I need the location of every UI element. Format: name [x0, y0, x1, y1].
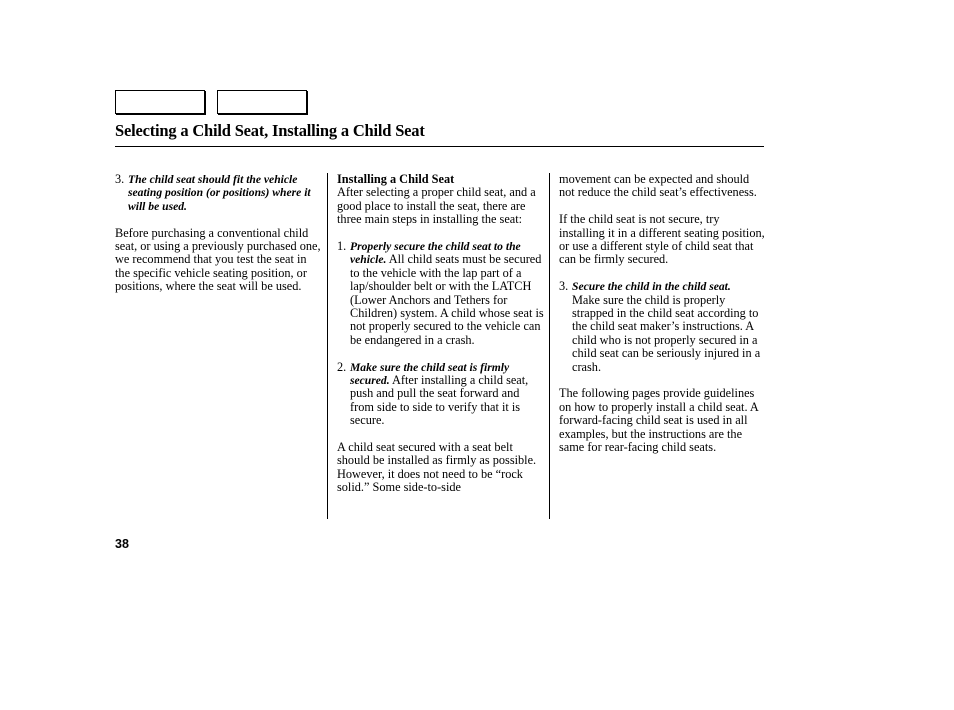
nav-button-1[interactable]: [115, 90, 205, 114]
item-text: After installing a child seat, push and pull the seat forward and from side to side to verify that it is secure.: [350, 373, 529, 428]
item-body: [350, 240, 545, 347]
section-heading: Installing a Child Seat: [337, 172, 455, 186]
column-3: [559, 173, 765, 454]
numbered-item-1: [337, 240, 545, 347]
paragraph: The following pages provide guidelines on how to properly install a child seat. A forward-facing child seat is used in all examples, but the instructions are the same for rear-facing child seats.: [559, 386, 759, 455]
paragraph: If the child seat is not secure, try installing it in a different seating position, or use a different style of child seat that can be firmly secured.: [559, 212, 765, 267]
item-body: [572, 280, 765, 374]
paragraph: movement can be expected and should not reduce the child seat’s effectiveness.: [559, 172, 757, 200]
column-divider: [549, 173, 550, 519]
item-number: 3.: [115, 172, 125, 186]
item-lead: Properly secure the child seat to the vehicle.: [350, 240, 521, 267]
page-number: 38: [115, 537, 129, 551]
column-1: [115, 173, 323, 294]
paragraph: A child seat secured with a seat belt should be installed as firmly as possible. However, it does not need to be “rock solid.” Some side-to-side: [337, 440, 537, 495]
item-lead: Make sure the child seat is firmly secured.: [350, 360, 510, 388]
item-text: All child seats must be secured to the vehicle with the lap part of a lap/shoulder belt or with the LATCH (Lower Anchors and Tethers for Children) system. A child whose seat is not properly secured to the vehicle can be endangered in a crash.: [350, 252, 544, 347]
item-number: 3.: [559, 279, 569, 294]
paragraph: Before purchasing a conventional child seat, or using a previously purchased one, we recommend that you test the seat in the specific vehicle seating position, or positions, where the seat will be used.: [115, 225, 321, 294]
nav-button-2[interactable]: [217, 90, 307, 114]
page-title: Selecting a Child Seat, Installing a Child Seat: [115, 121, 425, 140]
item-text: Make sure the child is properly strapped in the child seat according to the child seat maker’s instructions. A child who is not properly secured in a child seat can be seriously injured in a crash.: [572, 292, 761, 374]
item-body: [350, 361, 545, 428]
paragraph: After selecting a proper child seat, and a good place to install the seat, there are three main steps in installing the seat:: [337, 185, 536, 227]
item-lead: Secure the child in the child seat.: [572, 280, 731, 294]
numbered-item-2: [337, 361, 545, 428]
item-number: 1.: [337, 239, 347, 254]
item-lead: The child seat should fit the vehicle seating position (or positions) where it will be used.: [128, 173, 311, 213]
column-divider: [327, 173, 328, 519]
column-2: [337, 173, 545, 495]
numbered-item-3: [115, 173, 323, 213]
item-number: 2.: [337, 359, 347, 374]
title-rule: [115, 146, 764, 147]
numbered-item-3: [559, 280, 765, 374]
